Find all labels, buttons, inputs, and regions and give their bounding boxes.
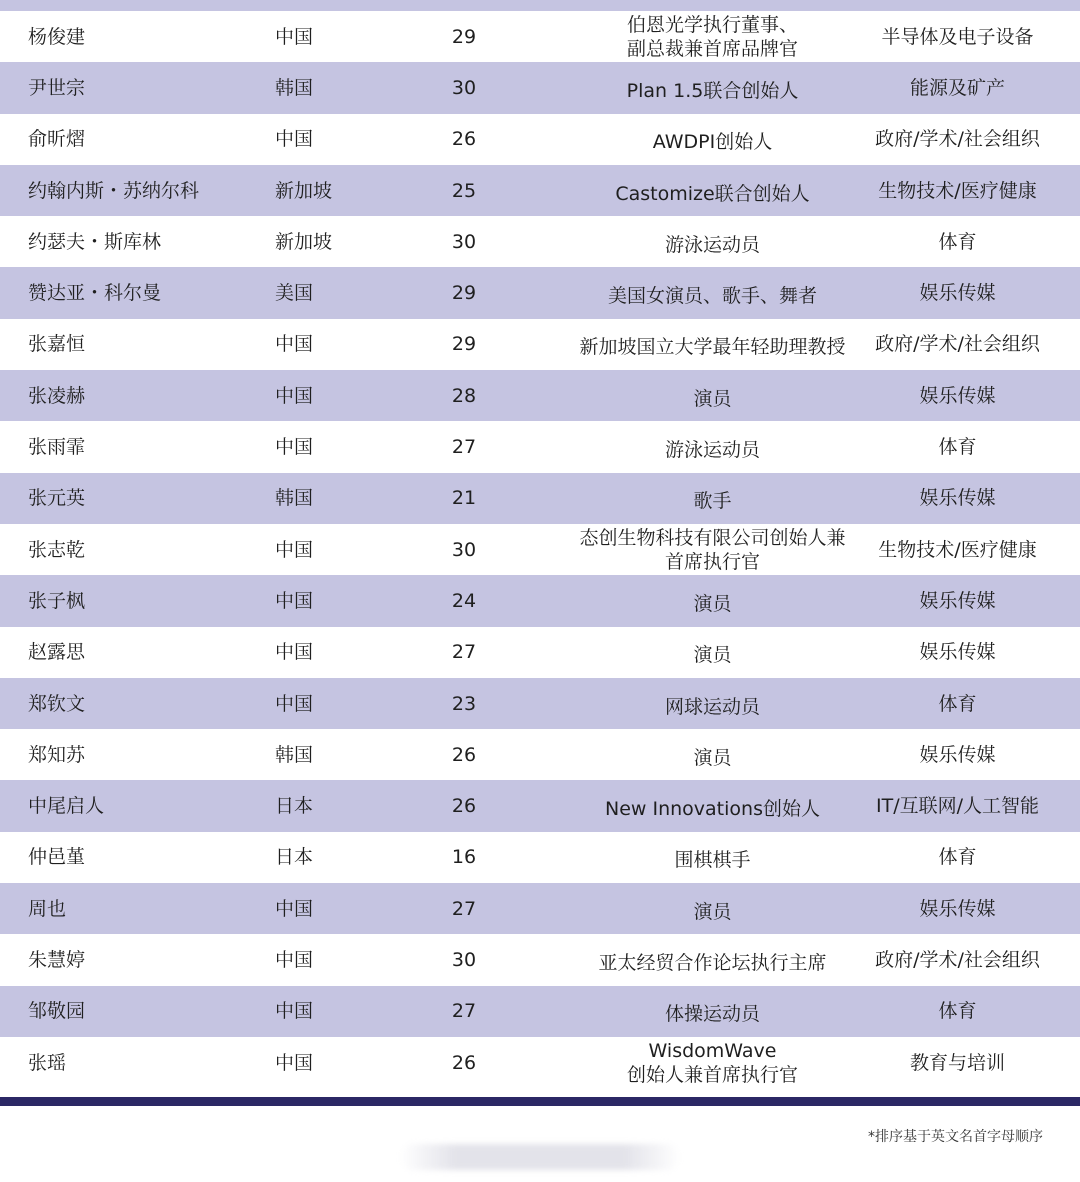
country-cell: 中国 [275, 384, 314, 407]
age-cell: 26 [451, 743, 477, 766]
industry-cell: 半导体及电子设备 [881, 25, 1034, 48]
table-row [0, 524, 1080, 575]
industry-cell: 体育 [938, 1000, 977, 1023]
person-name-cell: 约翰内斯・苏纳尔科 [28, 179, 200, 202]
sort-footnote: *排序基于英文名首字母顺序 [868, 1129, 1043, 1145]
industry-cell: 生物技术/医疗健康 [878, 179, 1037, 202]
country-cell: 中国 [275, 948, 314, 971]
job-title-cell: Castomize联合创始人 [615, 182, 810, 205]
job-title-cell: 演员 [693, 592, 732, 615]
person-name-cell: 郑钦文 [28, 692, 86, 715]
job-title-cell: 演员 [693, 644, 732, 667]
industry-cell: 娱乐传媒 [919, 487, 996, 510]
industry-cell: 政府/学术/社会组织 [875, 128, 1040, 151]
job-title-cell: New Innovations创始人 [605, 798, 820, 821]
country-cell: 中国 [275, 897, 314, 920]
country-cell: 中国 [275, 128, 314, 151]
age-cell: 28 [451, 384, 477, 407]
age-cell: 23 [451, 692, 477, 715]
person-name-cell: 约瑟夫・斯库林 [28, 230, 162, 253]
person-name-cell: 张瑶 [28, 1051, 67, 1074]
job-title-cell: 游泳运动员 [664, 233, 760, 256]
country-cell: 新加坡 [275, 179, 333, 202]
industry-cell: 政府/学术/社会组织 [875, 333, 1040, 356]
age-cell: 29 [451, 25, 477, 48]
age-cell: 21 [451, 487, 477, 510]
country-cell: 中国 [275, 333, 314, 356]
job-title-cell: 伯恩光学执行董事、 副总裁兼首席品牌官 [626, 13, 798, 60]
country-cell: 中国 [275, 538, 314, 561]
table-row [0, 216, 1080, 267]
age-cell: 30 [451, 230, 477, 253]
country-cell: 中国 [275, 25, 314, 48]
table-row [0, 165, 1080, 216]
watermark-blur [400, 1144, 680, 1170]
table-row [0, 1037, 1080, 1088]
age-cell: 27 [451, 641, 477, 664]
ranking-table [0, 11, 1080, 1088]
age-cell: 30 [451, 76, 477, 99]
person-name-cell: 邹敬园 [28, 1000, 86, 1023]
bottom-bar [0, 1097, 1080, 1106]
table-row [0, 575, 1080, 626]
person-name-cell: 杨俊建 [28, 25, 86, 48]
table-row [0, 678, 1080, 729]
person-name-cell: 张元英 [28, 487, 86, 510]
job-title-cell: 体操运动员 [664, 1003, 760, 1026]
age-cell: 26 [451, 1051, 477, 1074]
industry-cell: 娱乐传媒 [919, 641, 996, 664]
job-title-cell: AWDPI创始人 [652, 131, 773, 154]
age-cell: 26 [451, 795, 477, 818]
age-cell: 24 [451, 589, 477, 612]
person-name-cell: 张凌赫 [28, 384, 86, 407]
table-row [0, 934, 1080, 985]
person-name-cell: 张嘉恒 [28, 333, 86, 356]
job-title-cell: 演员 [693, 900, 732, 923]
industry-cell: 生物技术/医疗健康 [878, 538, 1037, 561]
table-row [0, 986, 1080, 1037]
country-cell: 中国 [275, 589, 314, 612]
table-row [0, 627, 1080, 678]
top-strip [0, 0, 1080, 11]
person-name-cell: 张志乾 [28, 538, 86, 561]
person-name-cell: 仲邑堇 [28, 846, 86, 869]
industry-cell: 体育 [938, 846, 977, 869]
country-cell: 中国 [275, 1000, 314, 1023]
age-cell: 30 [451, 538, 477, 561]
country-cell: 韩国 [275, 487, 314, 510]
person-name-cell: 赵露思 [28, 641, 86, 664]
table-row [0, 11, 1080, 62]
person-name-cell: 尹世宗 [28, 76, 86, 99]
job-title-cell: 新加坡国立大学最年轻助理教授 [579, 336, 846, 359]
industry-cell: 政府/学术/社会组织 [875, 948, 1040, 971]
age-cell: 25 [451, 179, 477, 202]
country-cell: 中国 [275, 692, 314, 715]
age-cell: 29 [451, 282, 477, 305]
table-row [0, 473, 1080, 524]
age-cell: 29 [451, 333, 477, 356]
person-name-cell: 张子枫 [28, 589, 86, 612]
age-cell: 27 [451, 897, 477, 920]
table-row [0, 421, 1080, 472]
table-row [0, 114, 1080, 165]
person-name-cell: 周也 [28, 897, 67, 920]
age-cell: 27 [451, 436, 477, 459]
country-cell: 日本 [275, 846, 314, 869]
table-row [0, 780, 1080, 831]
industry-cell: 体育 [938, 692, 977, 715]
person-name-cell: 俞昕熠 [28, 128, 86, 151]
industry-cell: 娱乐传媒 [919, 897, 996, 920]
table-row [0, 370, 1080, 421]
industry-cell: 娱乐传媒 [919, 743, 996, 766]
country-cell: 中国 [275, 436, 314, 459]
job-title-cell: 美国女演员、歌手、舞者 [607, 285, 817, 308]
industry-cell: 教育与培训 [909, 1051, 1005, 1074]
industry-cell: 娱乐传媒 [919, 282, 996, 305]
country-cell: 韩国 [275, 76, 314, 99]
job-title-cell: 态创生物科技有限公司创始人兼 首席执行官 [579, 526, 846, 573]
job-title-cell: WisdomWave 创始人兼首席执行官 [626, 1039, 798, 1086]
table-row [0, 729, 1080, 780]
person-name-cell: 郑知苏 [28, 743, 86, 766]
country-cell: 中国 [275, 641, 314, 664]
age-cell: 30 [451, 948, 477, 971]
industry-cell: IT/互联网/人工智能 [875, 795, 1039, 818]
job-title-cell: 亚太经贸合作论坛执行主席 [598, 951, 827, 974]
table-row [0, 267, 1080, 318]
job-title-cell: 歌手 [693, 490, 732, 513]
person-name-cell: 赞达亚・科尔曼 [28, 282, 162, 305]
industry-cell: 娱乐传媒 [919, 384, 996, 407]
country-cell: 新加坡 [275, 230, 333, 253]
industry-cell: 能源及矿产 [909, 76, 1005, 99]
person-name-cell: 朱慧婷 [28, 948, 86, 971]
table-row [0, 319, 1080, 370]
job-title-cell: 游泳运动员 [664, 439, 760, 462]
job-title-cell: 网球运动员 [664, 695, 760, 718]
age-cell: 16 [451, 846, 477, 869]
country-cell: 中国 [275, 1051, 314, 1074]
country-cell: 美国 [275, 282, 314, 305]
table-row [0, 62, 1080, 113]
industry-cell: 娱乐传媒 [919, 589, 996, 612]
table-row [0, 832, 1080, 883]
job-title-cell: 演员 [693, 746, 732, 769]
job-title-cell: 演员 [693, 387, 732, 410]
table-row [0, 883, 1080, 934]
person-name-cell: 中尾启人 [28, 795, 105, 818]
job-title-cell: 围棋棋手 [674, 849, 751, 872]
industry-cell: 体育 [938, 436, 977, 459]
age-cell: 26 [451, 128, 477, 151]
age-cell: 27 [451, 1000, 477, 1023]
country-cell: 韩国 [275, 743, 314, 766]
industry-cell: 体育 [938, 230, 977, 253]
job-title-cell: Plan 1.5联合创始人 [626, 79, 799, 102]
country-cell: 日本 [275, 795, 314, 818]
person-name-cell: 张雨霏 [28, 436, 86, 459]
